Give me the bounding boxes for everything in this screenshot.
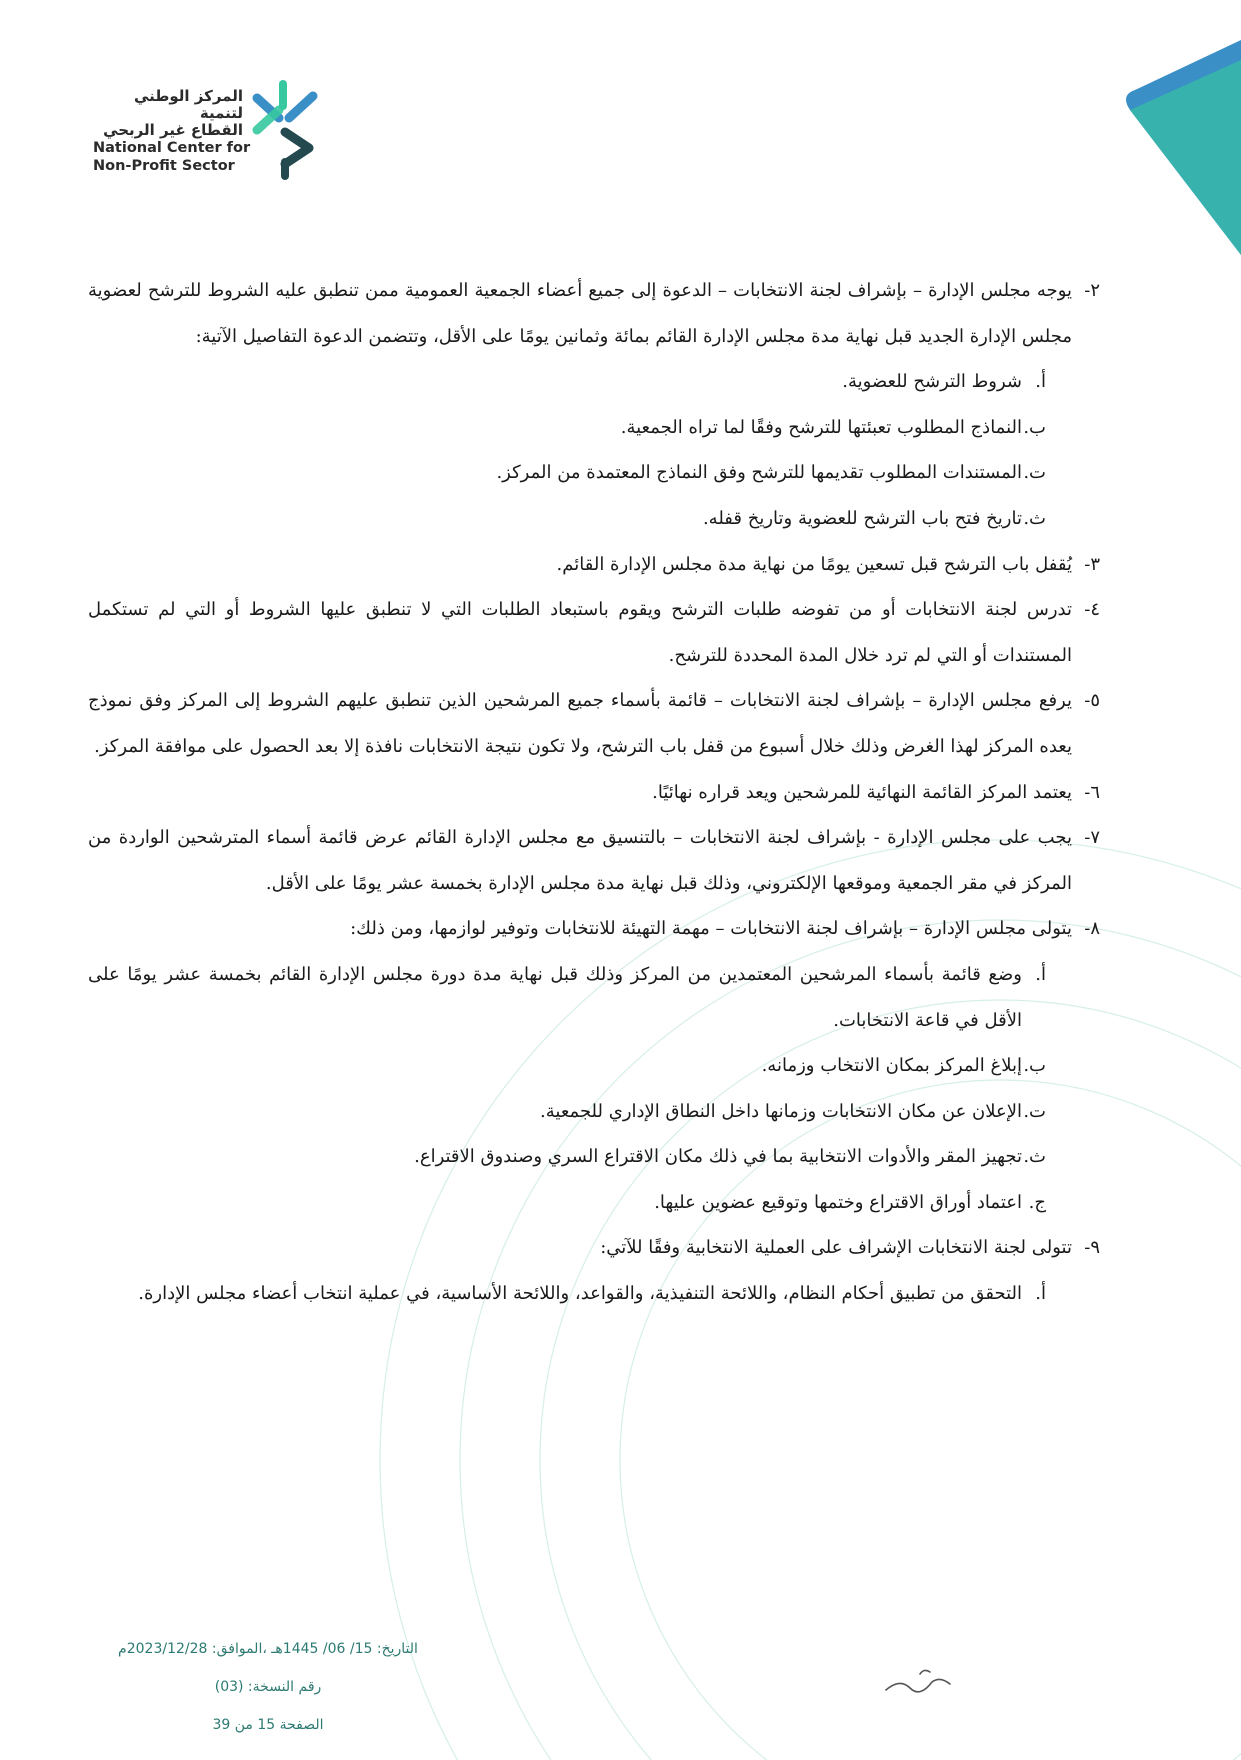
sub-text: التحقق من تطبيق أحكام النظام، واللائحة التنفيذية، والقواعد، واللائحة الأساسية، في عملية انتخاب أعضاء مجلس الإدارة. [138,1283,1022,1305]
footer-version: رقم النسخة: (03) [214,1679,322,1695]
sub-number: أ. [1035,963,1046,985]
sub-number: ج. [1028,1191,1046,1213]
document-body [88,268,1100,1317]
clause-2-sub-th [88,496,1100,542]
clause-text: يوجه مجلس الإدارة – بإشراف لجنة الانتخابات – الدعوة إلى جميع أعضاء الجمعية العمومية ممن تنطبق عليه الشروط للترشح لعضوية مجلس الإدارة الجديد قبل نهاية مدة مجلس الإدارة القائم بمائة وثمانين يومًا على الأقل، وتتضمن الدعوة التفاصيل الآتية: [88,280,1072,347]
sub-text: إبلاغ المركز بمكان الانتخاب وزمانه. [761,1055,1022,1077]
logo-ar-line1: المركز الوطني لتنمية [133,87,243,122]
sub-number: ب. [1023,416,1046,438]
sub-text: اعتماد أوراق الاقتراع وختمها وتوقيع عضوين عليها. [654,1191,1022,1213]
clause-number: ٣- [1084,553,1100,575]
footer-page-number: الصفحة 15 من 39 [212,1717,324,1733]
sub-number: ت. [1023,462,1046,484]
sub-number: ث. [1023,1146,1046,1168]
clause-5 [88,678,1100,769]
clause-number: ٦- [1084,781,1100,803]
clause-2-sub-a [88,359,1100,405]
clause-number: ٥- [1084,690,1100,712]
clause-number: ٤- [1084,599,1100,621]
clause-8 [88,906,1100,952]
clause-2-sub-t [88,450,1100,496]
org-logo [93,80,333,180]
logo-mark-icon [249,80,327,180]
clause-number: ٩- [1084,1237,1100,1259]
clause-text: يرفع مجلس الإدارة – بإشراف لجنة الانتخابات – قائمة بأسماء جميع المرشحين الذين تنطبق عليهم الشروط إلى المركز وفق نموذج يعده المركز لهذا الغرض وذلك خلال أسبوع من قفل باب الترشح، ولا تكون نتيجة الانتخابات نافذة إلا بعد الحصول على موافقة المركز. [88,690,1072,757]
clause-3 [88,542,1100,588]
sub-text: تاريخ فتح باب الترشح للعضوية وتاريخ قفله. [702,507,1022,529]
clause-9 [88,1225,1100,1271]
clause-number: ٨- [1084,918,1100,940]
clause-8-sub-th [88,1134,1100,1180]
clause-8-sub-a [88,952,1100,1043]
clause-text: يعتمد المركز القائمة النهائية للمرشحين ويعد قراره نهائيًا. [652,781,1072,803]
clause-4 [88,587,1100,678]
clause-2 [88,268,1100,359]
sub-number: أ. [1035,371,1046,393]
clause-text: يتولى مجلس الإدارة – بإشراف لجنة الانتخابات – مهمة التهيئة للانتخابات وتوفير لوازمها، ومن ذلك: [350,918,1072,940]
signature-mark [880,1660,960,1700]
sub-number: ث. [1023,507,1046,529]
logo-en-line2: Non-Profit Sector [93,158,235,174]
sub-text: النماذج المطلوب تعبئتها للترشح وفقًا لما تراه الجمعية. [620,416,1022,438]
clause-text: يُقفل باب الترشح قبل تسعين يومًا من نهاية مدة مجلس الإدارة القائم. [556,553,1072,575]
clause-2-sub-b [88,405,1100,451]
sub-number: أ. [1035,1283,1046,1305]
logo-text [93,87,251,175]
clause-8-sub-b [88,1043,1100,1089]
clause-8-sub-t [88,1089,1100,1135]
logo-ar-line2: القطاع غير الربحي [103,121,243,139]
sub-text: الإعلان عن مكان الانتخابات وزمانها داخل النطاق الإداري للجمعية. [540,1100,1022,1122]
page-footer [88,1630,448,1744]
sub-text: تجهيز المقر والأدوات الانتخابية بما في ذلك مكان الاقتراع السري وصندوق الاقتراع. [414,1146,1022,1168]
sub-text: شروط الترشح للعضوية. [842,371,1022,393]
clause-7 [88,815,1100,906]
sub-number: ت. [1023,1100,1046,1122]
clause-8-sub-j [88,1180,1100,1226]
clause-text: تتولى لجنة الانتخابات الإشراف على العملية الانتخابية وفقًا للآتي: [600,1237,1072,1259]
clause-number: ٢- [1084,280,1100,301]
clause-6 [88,770,1100,816]
clause-number: ٧- [1084,827,1100,849]
clause-text: يجب على مجلس الإدارة - بإشراف لجنة الانتخابات – بالتنسيق مع مجلس الإدارة القائم عرض قائمة أسماء المترشحين الواردة من المركز في مقر الجمعية وموقعها الإلكتروني، وذلك قبل نهاية مدة مجلس الإدارة بخمسة عشر يومًا على الأقل. [88,827,1072,894]
clause-text: تدرس لجنة الانتخابات أو من تفوضه طلبات الترشح ويقوم باستبعاد الطلبات التي لا تنطبق عليها الشروط أو التي لم تستكمل المستندات أو التي لم ترد خلال المدة المحددة للترشح. [88,599,1072,666]
sub-text: وضع قائمة بأسماء المرشحين المعتمدين من المركز وذلك قبل نهاية مدة دورة مجلس الإدارة القائم بخمسة عشر يومًا على الأقل في قاعة الانتخابات. [88,963,1022,1031]
footer-date: التاريخ: 15/ 06/ 1445هـ ،الموافق: 2023/12/28م [118,1641,418,1657]
clause-9-sub-a [88,1271,1100,1317]
logo-en-line1: National Center for [93,140,251,156]
sub-text: المستندات المطلوب تقديمها للترشح وفق النماذج المعتمدة من المركز. [496,462,1022,484]
sub-number: ب. [1023,1055,1046,1077]
